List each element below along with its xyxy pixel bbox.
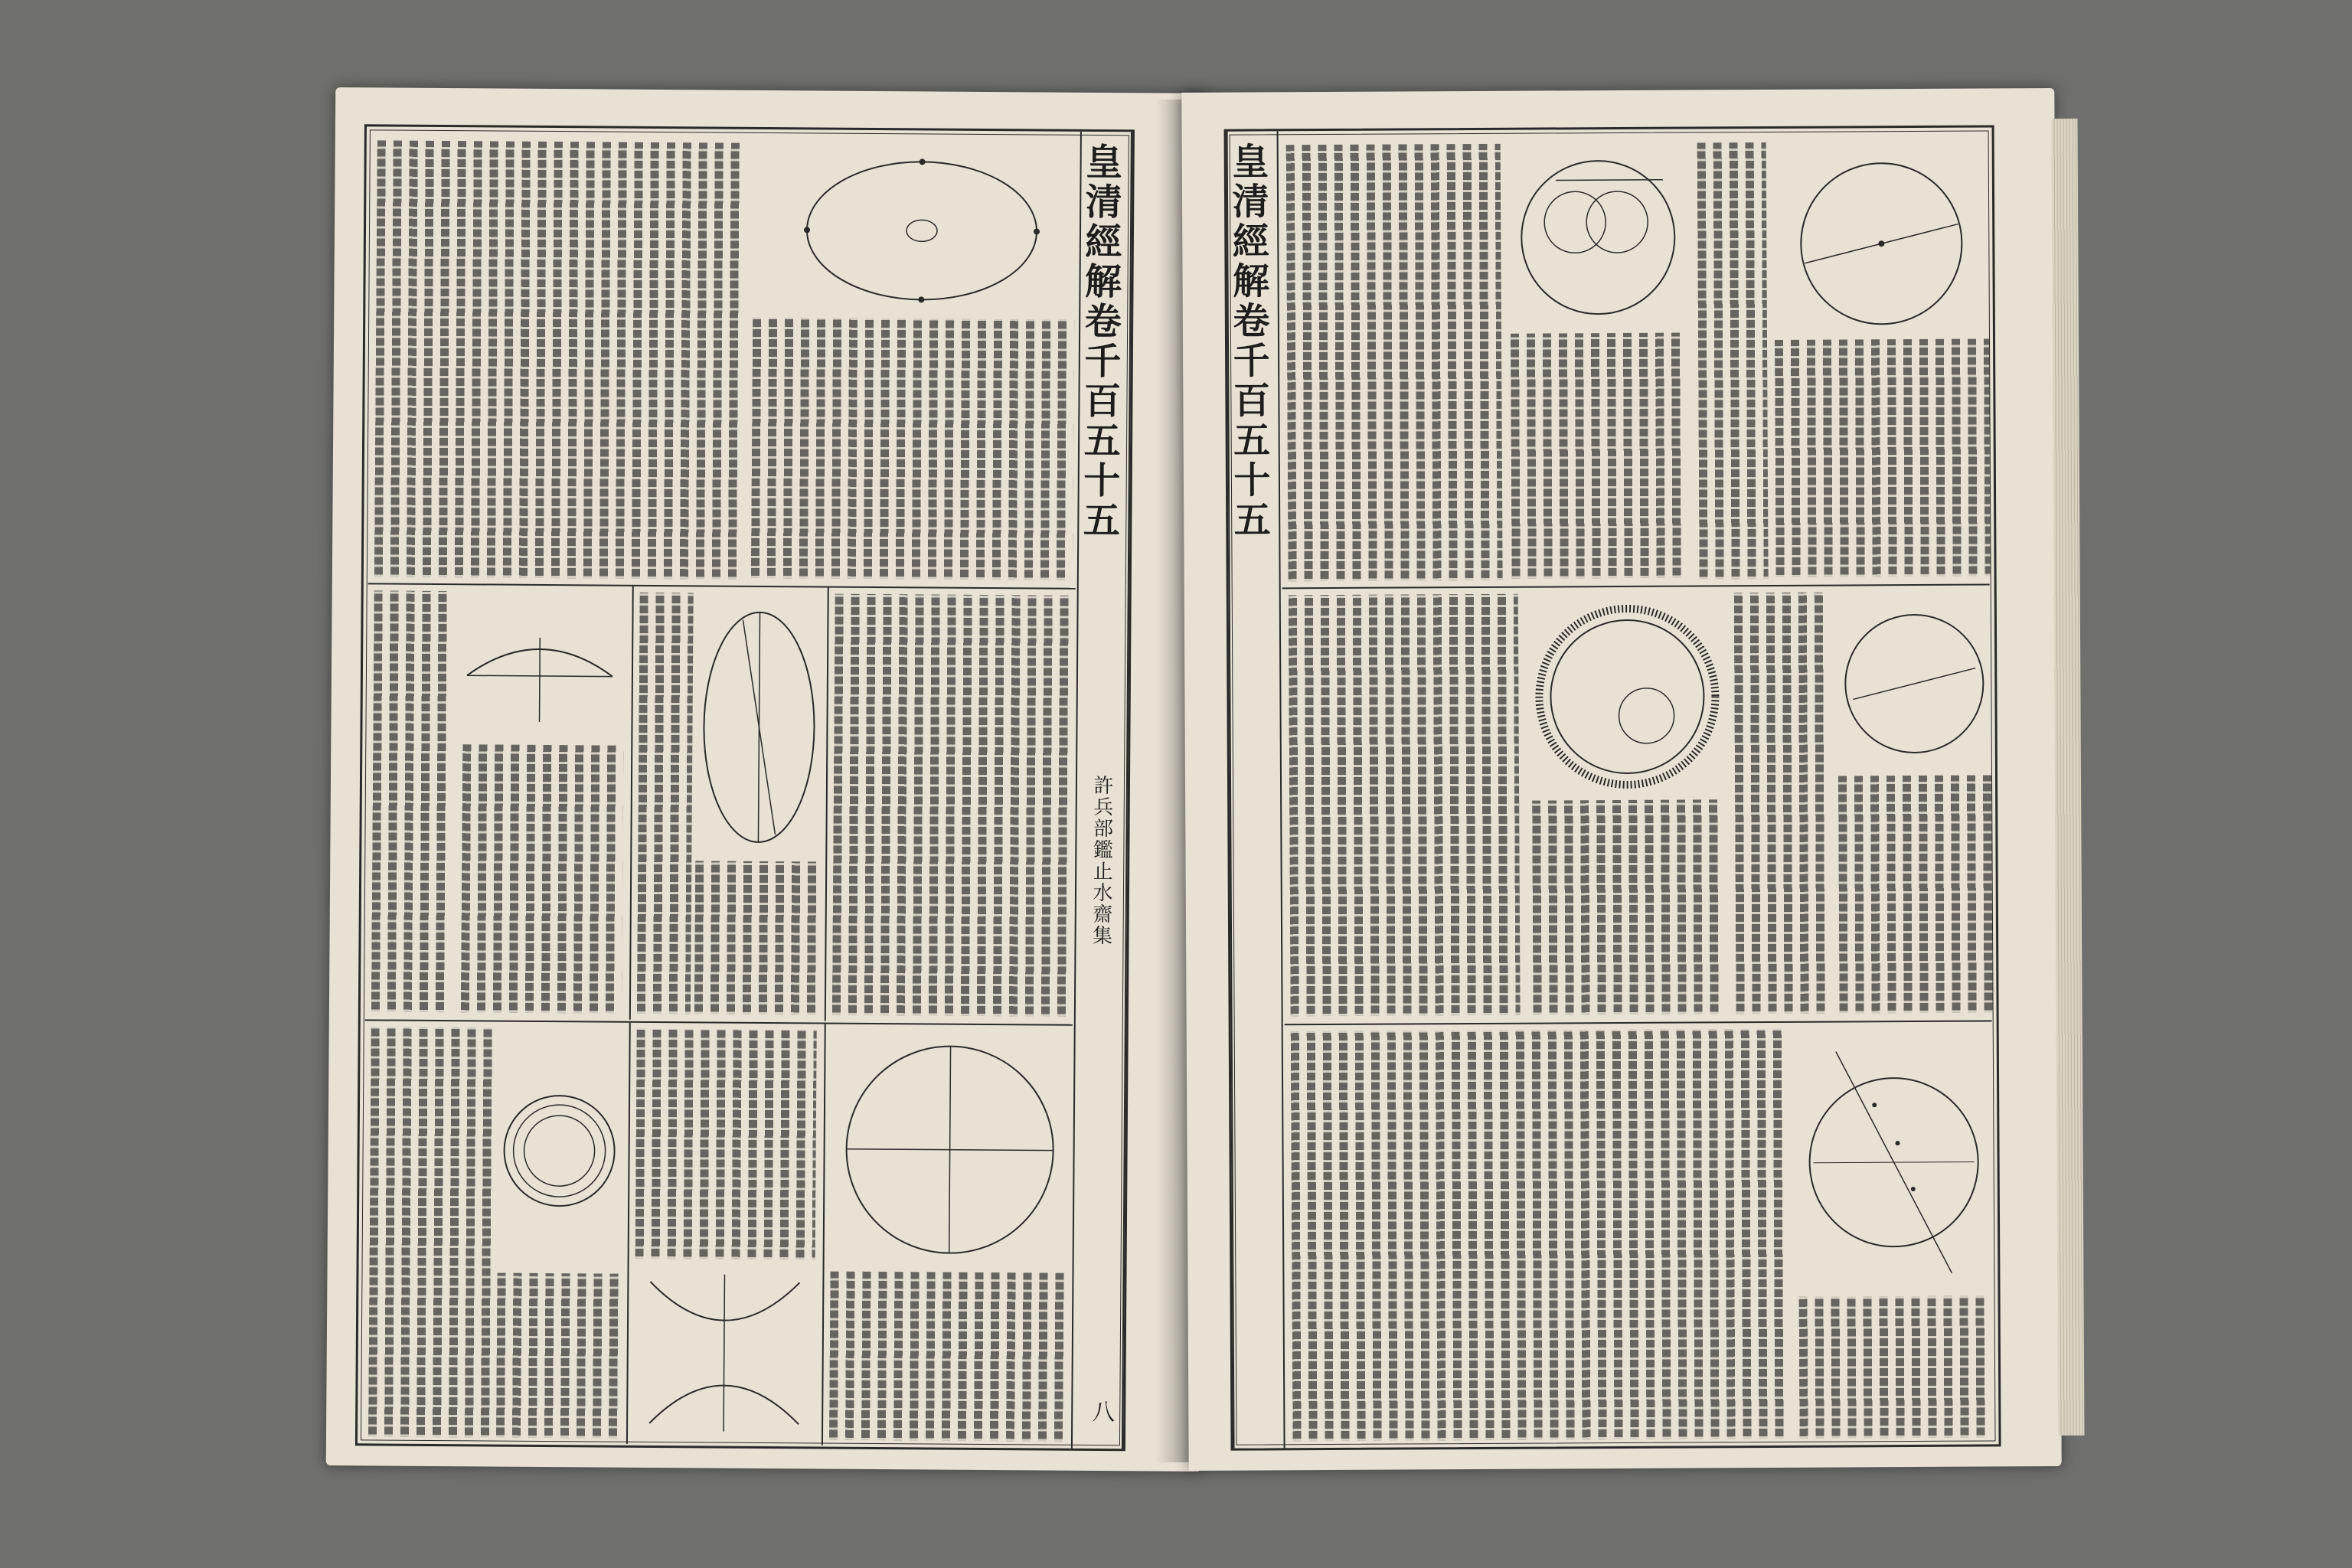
right-text-block xyxy=(1532,799,1724,1014)
right-sector-diagram xyxy=(1774,155,1989,332)
left-column-divider xyxy=(629,586,634,1020)
right-text-block xyxy=(1286,144,1503,581)
left-folio: 八 xyxy=(1087,1399,1115,1423)
right-circles-diagram xyxy=(1510,149,1687,326)
right-text-area xyxy=(1280,132,1994,1443)
right-text-block xyxy=(1838,775,1993,1013)
right-register-divider-1 xyxy=(1282,583,1990,589)
left-text-block xyxy=(368,1027,494,1437)
left-register-divider-2 xyxy=(365,1019,1073,1025)
right-large-ring-diagram xyxy=(1531,600,1723,792)
left-volume-label: 卷千百五十五 xyxy=(1076,301,1122,541)
left-page xyxy=(326,87,1209,1472)
right-volume-label: 卷千百五十五 xyxy=(1226,301,1271,541)
right-book-title: 皇清經解 xyxy=(1225,142,1269,302)
right-register-divider-2 xyxy=(1285,1020,1992,1025)
left-circle-diagram xyxy=(783,149,1060,312)
left-register-divider-1 xyxy=(368,583,1076,589)
left-ellipse-diagram xyxy=(695,600,823,854)
right-running-title xyxy=(1225,142,1276,541)
left-text-block xyxy=(832,594,1073,1017)
right-page-center-column xyxy=(1227,131,1285,1448)
right-small-circle-diagram xyxy=(1838,599,1991,768)
right-page xyxy=(1181,88,2061,1471)
left-page-center-column xyxy=(1071,132,1132,1449)
left-text-block xyxy=(637,593,694,1014)
left-text-block xyxy=(461,744,623,1013)
left-column-divider xyxy=(626,1023,631,1444)
left-subtitle: 許兵部鑑止水齋集 xyxy=(1089,774,1114,947)
left-column-divider xyxy=(822,1024,826,1446)
left-book-title: 皇清經解 xyxy=(1078,142,1122,302)
left-running-title xyxy=(1076,142,1128,541)
right-text-block xyxy=(1511,333,1688,579)
right-text-block xyxy=(1799,1295,1991,1438)
left-page-frame xyxy=(355,124,1135,1451)
left-text-block xyxy=(694,861,822,1014)
right-text-block xyxy=(1289,594,1521,1017)
left-column-divider xyxy=(825,588,829,1021)
right-text-block xyxy=(1775,338,1991,577)
right-text-block xyxy=(1697,142,1769,579)
left-text-block xyxy=(371,590,451,1012)
right-page-frame xyxy=(1224,125,2001,1450)
left-large-circle-diagram xyxy=(831,1034,1070,1266)
right-stars-diagram xyxy=(1798,1035,1991,1289)
left-text-area xyxy=(362,131,1079,1443)
left-text-block xyxy=(635,1029,817,1260)
left-text-block xyxy=(751,318,1074,580)
right-text-block xyxy=(1291,1029,1791,1441)
left-text-block xyxy=(829,1272,1068,1442)
right-text-block xyxy=(1734,593,1828,1014)
left-crossing-arcs-diagram xyxy=(634,1266,815,1440)
left-arc-diagram xyxy=(459,606,620,737)
left-text-block xyxy=(496,1273,619,1439)
left-text-block xyxy=(374,140,745,579)
left-concentric-circles-diagram xyxy=(498,1036,622,1266)
